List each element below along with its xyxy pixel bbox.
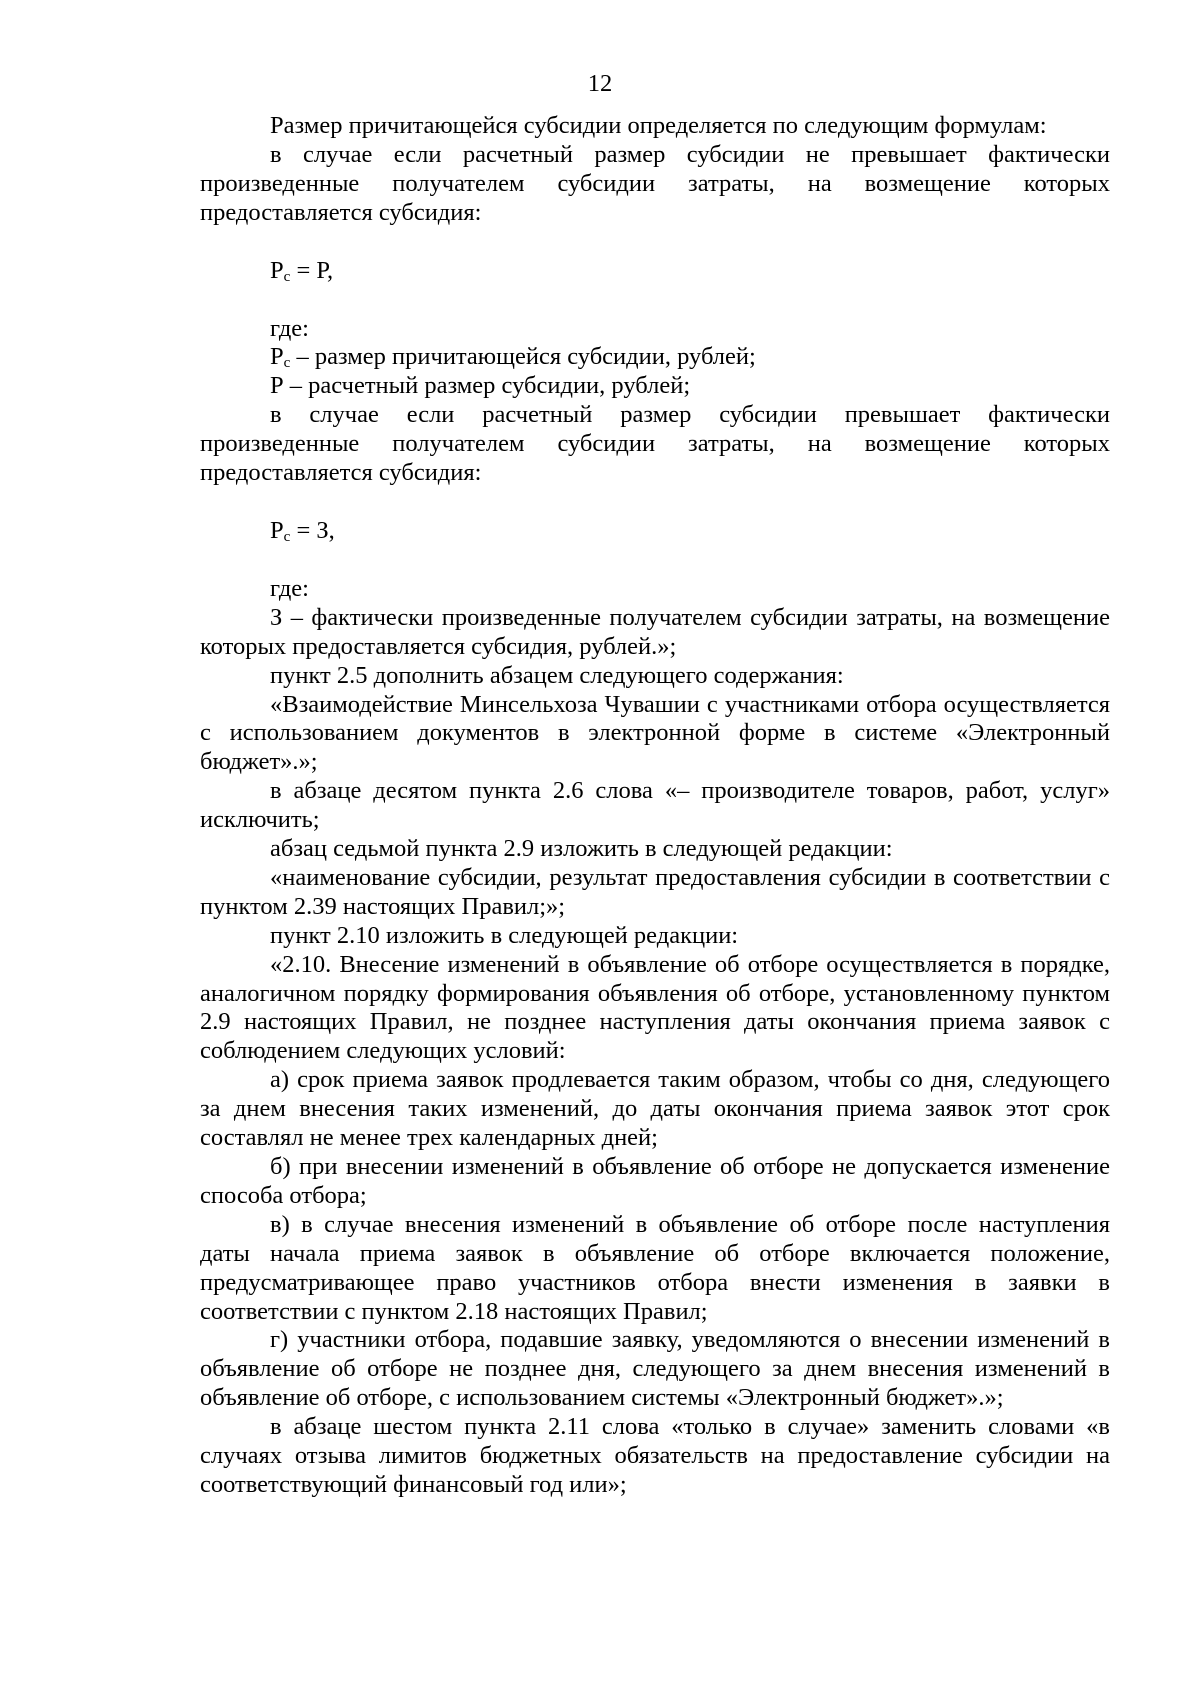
paragraph: г) участники отбора, подавшие заявку, уведомляются о внесении изменений в объявление об отборе не позднее дня, следующего за днем внесения изменений в объявление об отборе, с использованием системы «Электронный бюджет».»; [200, 1326, 1110, 1412]
paragraph: «2.10. Внесение изменений в объявление об отборе осуществляется в порядке, аналогичном порядку формирования объявления об отборе, установленному пунктом 2.9 настоящих Правил, не позднее наступления даты окончания приема заявок с соблюдением следующих условий: [200, 950, 1110, 1065]
paragraph: абзац седьмой пункта 2.9 изложить в следующей редакции: [270, 835, 893, 863]
paragraph: где: [270, 574, 309, 602]
paragraph: Р – расчетный размер субсидии, рублей; [270, 372, 691, 400]
paragraph: в случае если расчетный размер субсидии превышает фактически произведенные получателем субсидии затраты, на возмещение которых предоставляется субсидия: [200, 401, 1110, 487]
page-number: 12 [587, 70, 613, 97]
paragraph: Размер причитающейся субсидии определяется по следующим формулам: [270, 112, 1047, 139]
formula-symbol: Р [270, 256, 284, 284]
formula-rc-equals-r [200, 257, 1110, 286]
paragraph: в абзаце шестом пункта 2.11 слова «только в случае» заменить словами «в случаях отзыва лимитов бюджетных обязательств на предоставление субсидии на соответствующий финансовый год или»; [200, 1413, 1110, 1498]
formula-rhs: = З, [290, 516, 335, 544]
definition-subscript: с [283, 355, 291, 372]
formula-subscript: с [283, 268, 291, 285]
paragraph: «наименование субсидии, результат предоставления субсидии в соответствии с пунктом 2.39 настоящих Правил;»; [200, 863, 1110, 920]
paragraph: в абзаце десятом пункта 2.6 слова «– производителе товаров, работ, услуг» исключить; [200, 777, 1110, 834]
document-body [200, 112, 1110, 1500]
paragraph: где: [270, 314, 309, 342]
paragraph: а) срок приема заявок продлевается таким образом, чтобы со дня, следующего за днем внесения таких изменений, до даты окончания приема заявок этот срок составлял не менее трех календарных дней; [200, 1066, 1110, 1152]
spacer [200, 546, 1110, 575]
spacer [200, 228, 1110, 257]
paragraph: З – фактически произведенные получателем субсидии затраты, на возмещение которых предоставляется субсидия, рублей.»; [200, 603, 1110, 660]
definition-text: – размер причитающейся субсидии, рублей; [296, 343, 756, 371]
paragraph: в случае если расчетный размер субсидии не превышает фактически произведенные получателем субсидии затраты, на возмещение которых предоставляется субсидия: [200, 140, 1110, 226]
definition-symbol: Р [270, 343, 284, 371]
paragraph: пункт 2.5 дополнить абзацем следующего содержания: [270, 661, 844, 689]
spacer [200, 488, 1110, 517]
definition-rc [200, 343, 1110, 372]
formula-subscript: с [283, 528, 291, 545]
spacer [200, 286, 1110, 315]
formula-rc-equals-z [200, 517, 1110, 546]
formula-symbol: Р [270, 516, 284, 544]
paragraph: «Взаимодействие Минсельхоза Чувашии с участниками отбора осуществляется с использованием документов в электронной форме в системе «Электронный бюджет».»; [200, 690, 1110, 776]
paragraph: б) при внесении изменений в объявление об отборе не допускается изменение способа отбора; [200, 1153, 1110, 1209]
paragraph: в) в случае внесения изменений в объявление об отборе после наступления даты начала приема заявок в объявление об отборе включается положение, предусматривающее право участников отбора внести изменения в заявки в соответствии с пунктом 2.18 настоящих Правил; [200, 1210, 1110, 1325]
paragraph: пункт 2.10 изложить в следующей редакции: [270, 921, 739, 949]
formula-rhs: = Р, [290, 256, 334, 284]
